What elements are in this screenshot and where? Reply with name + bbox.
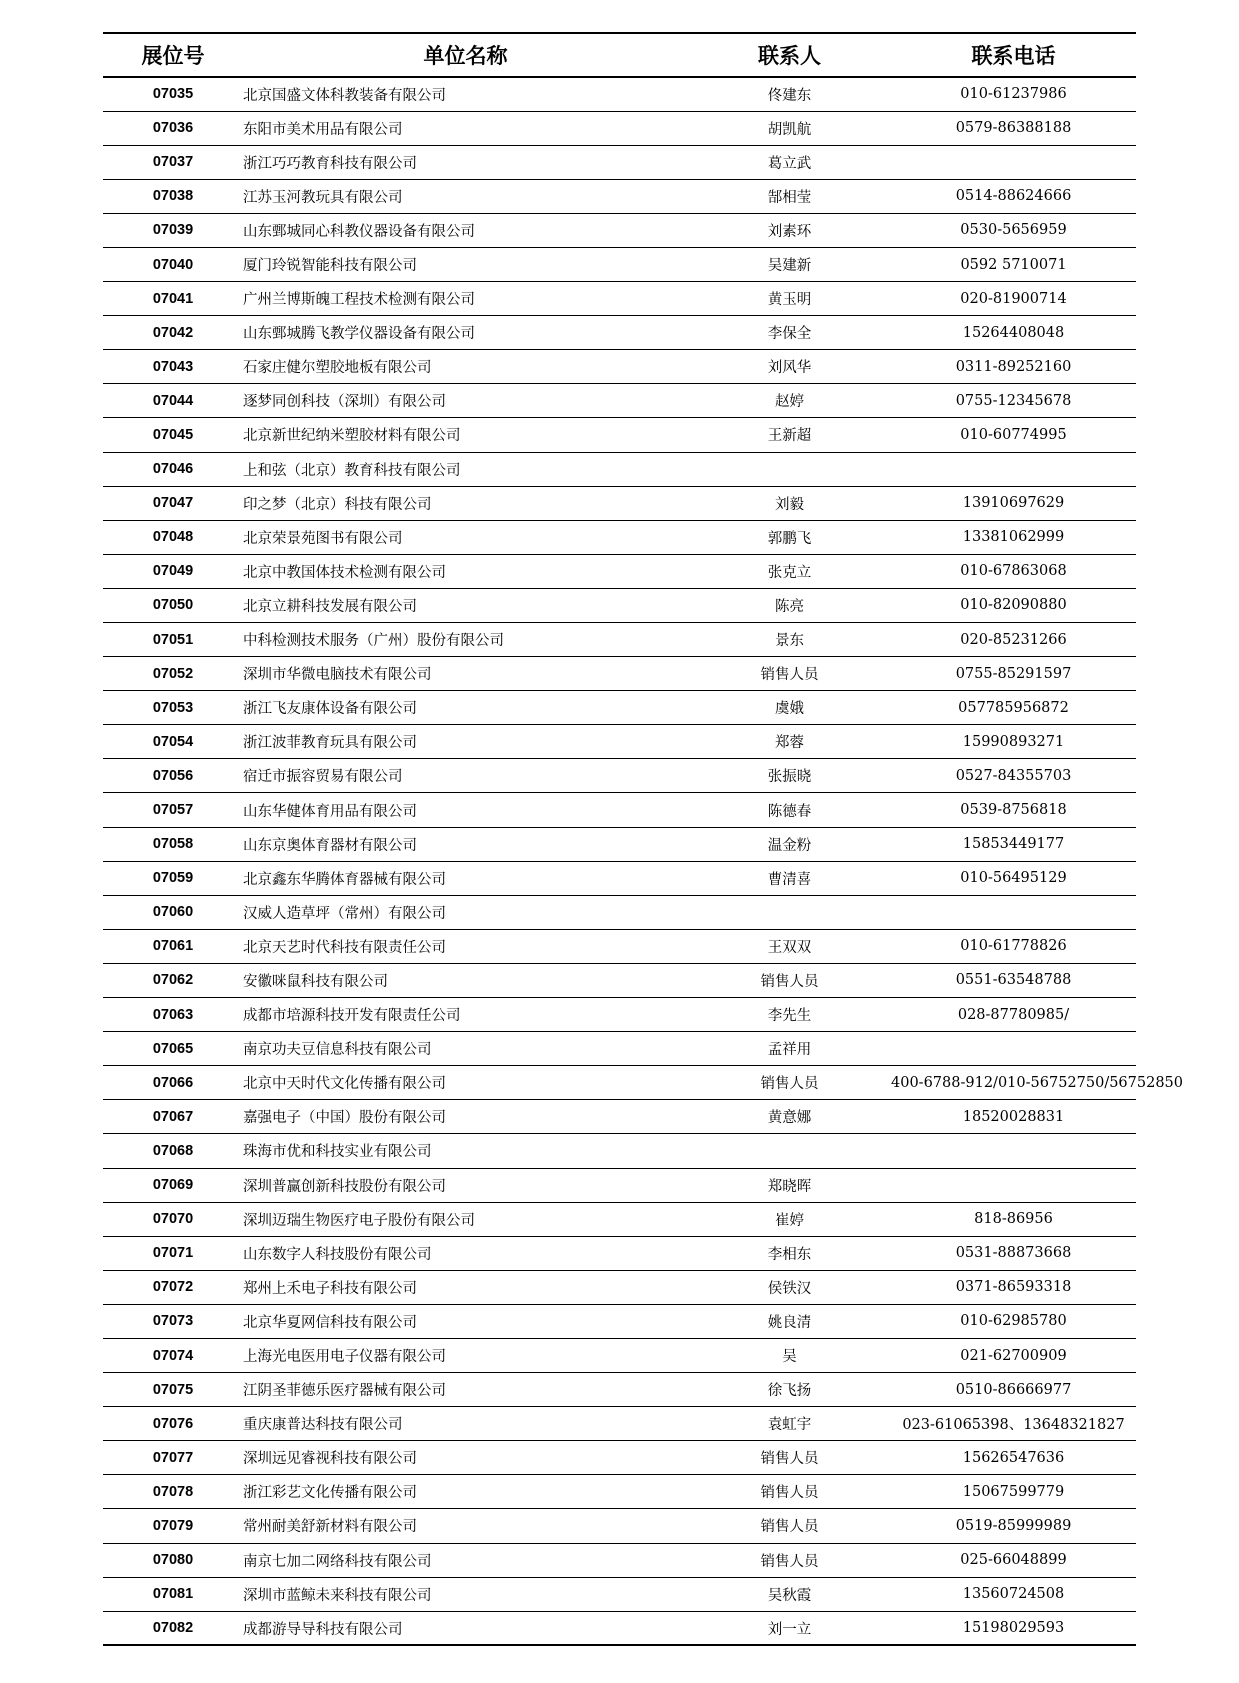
cell-phone: 021-62700909	[891, 1338, 1136, 1372]
cell-contact-person: 销售人员	[688, 1509, 891, 1543]
cell-booth-number: 07043	[103, 350, 243, 384]
cell-booth-number: 07047	[103, 486, 243, 520]
cell-phone: 023-61065398、13648321827	[891, 1407, 1136, 1441]
cell-company-name: 中科检测技术服务（广州）股份有限公司	[243, 623, 688, 657]
cell-company-name: 北京鑫东华腾体育器械有限公司	[243, 861, 688, 895]
cell-booth-number: 07049	[103, 554, 243, 588]
cell-contact-person: 吴	[688, 1338, 891, 1372]
cell-phone: 0579-86388188	[891, 111, 1136, 145]
cell-company-name: 厦门玲锐智能科技有限公司	[243, 247, 688, 281]
header-company-name: 单位名称	[243, 33, 688, 77]
cell-company-name: 逐梦同创科技（深圳）有限公司	[243, 384, 688, 418]
cell-booth-number: 07062	[103, 963, 243, 997]
cell-contact-person: 吴秋霞	[688, 1577, 891, 1611]
cell-company-name: 北京立耕科技发展有限公司	[243, 588, 688, 622]
cell-company-name: 上海光电医用电子仪器有限公司	[243, 1338, 688, 1372]
cell-phone: 13560724508	[891, 1577, 1136, 1611]
cell-phone: 0519-85999989	[891, 1509, 1136, 1543]
cell-company-name: 北京新世纪纳米塑胶材料有限公司	[243, 418, 688, 452]
table-row	[103, 1066, 1136, 1100]
cell-phone: 010-56495129	[891, 861, 1136, 895]
cell-booth-number: 07040	[103, 247, 243, 281]
cell-phone: 0514-88624666	[891, 179, 1136, 213]
cell-company-name: 南京七加二网络科技有限公司	[243, 1543, 688, 1577]
cell-company-name: 郑州上禾电子科技有限公司	[243, 1270, 688, 1304]
cell-company-name: 浙江波菲教育玩具有限公司	[243, 725, 688, 759]
cell-contact-person: 王新超	[688, 418, 891, 452]
cell-booth-number: 07041	[103, 282, 243, 316]
cell-booth-number: 07050	[103, 588, 243, 622]
cell-phone: 020-85231266	[891, 623, 1136, 657]
cell-phone: 0510-86666977	[891, 1373, 1136, 1407]
cell-phone	[891, 1032, 1136, 1066]
cell-phone: 15198029593	[891, 1611, 1136, 1645]
cell-phone: 010-60774995	[891, 418, 1136, 452]
cell-phone: 400-6788-912/010-56752750/56752850	[891, 1066, 1136, 1100]
cell-contact-person: 销售人员	[688, 657, 891, 691]
cell-company-name: 深圳市蓝鲸未来科技有限公司	[243, 1577, 688, 1611]
cell-booth-number: 07045	[103, 418, 243, 452]
cell-booth-number: 07075	[103, 1373, 243, 1407]
cell-contact-person: 景东	[688, 623, 891, 657]
cell-phone: 0755-12345678	[891, 384, 1136, 418]
cell-company-name: 北京中天时代文化传播有限公司	[243, 1066, 688, 1100]
cell-company-name: 珠海市优和科技实业有限公司	[243, 1134, 688, 1168]
cell-company-name: 上和弦（北京）教育科技有限公司	[243, 452, 688, 486]
table-row	[103, 554, 1136, 588]
cell-phone: 818-86956	[891, 1202, 1136, 1236]
cell-booth-number: 07072	[103, 1270, 243, 1304]
cell-booth-number: 07079	[103, 1509, 243, 1543]
cell-booth-number: 07038	[103, 179, 243, 213]
cell-booth-number: 07074	[103, 1338, 243, 1372]
cell-phone: 0531-88873668	[891, 1236, 1136, 1270]
table-row	[103, 1270, 1136, 1304]
cell-booth-number: 07036	[103, 111, 243, 145]
cell-contact-person: 佟建东	[688, 77, 891, 111]
table-row	[103, 691, 1136, 725]
cell-contact-person: 孟祥用	[688, 1032, 891, 1066]
table-row	[103, 111, 1136, 145]
cell-booth-number: 07051	[103, 623, 243, 657]
cell-contact-person: 胡凯航	[688, 111, 891, 145]
cell-company-name: 安徽咪鼠科技有限公司	[243, 963, 688, 997]
cell-contact-person: 郜相莹	[688, 179, 891, 213]
table-row	[103, 145, 1136, 179]
cell-booth-number: 07063	[103, 998, 243, 1032]
table-row	[103, 247, 1136, 281]
cell-booth-number: 07070	[103, 1202, 243, 1236]
cell-company-name: 北京中教国体技术检测有限公司	[243, 554, 688, 588]
cell-phone: 0527-84355703	[891, 759, 1136, 793]
cell-company-name: 山东鄄城同心科教仪器设备有限公司	[243, 213, 688, 247]
cell-contact-person	[688, 895, 891, 929]
cell-booth-number: 07054	[103, 725, 243, 759]
cell-booth-number: 07039	[103, 213, 243, 247]
table-row	[103, 998, 1136, 1032]
cell-phone: 15264408048	[891, 316, 1136, 350]
cell-phone: 0592 5710071	[891, 247, 1136, 281]
cell-company-name: 江苏玉河教玩具有限公司	[243, 179, 688, 213]
table-row	[103, 418, 1136, 452]
cell-booth-number: 07046	[103, 452, 243, 486]
cell-booth-number: 07056	[103, 759, 243, 793]
cell-phone: 010-62985780	[891, 1304, 1136, 1338]
cell-phone: 025-66048899	[891, 1543, 1136, 1577]
table-row	[103, 1304, 1136, 1338]
cell-phone: 010-67863068	[891, 554, 1136, 588]
cell-contact-person: 刘素环	[688, 213, 891, 247]
table-row	[103, 213, 1136, 247]
cell-contact-person: 侯铁汉	[688, 1270, 891, 1304]
cell-booth-number: 07076	[103, 1407, 243, 1441]
cell-company-name: 北京华夏网信科技有限公司	[243, 1304, 688, 1338]
cell-booth-number: 07044	[103, 384, 243, 418]
table-row	[103, 963, 1136, 997]
table-row	[103, 1373, 1136, 1407]
header-booth-number: 展位号	[103, 33, 243, 77]
header-phone: 联系电话	[891, 33, 1136, 77]
cell-company-name: 山东鄄城腾飞教学仪器设备有限公司	[243, 316, 688, 350]
cell-phone	[891, 1134, 1136, 1168]
cell-phone: 010-61778826	[891, 929, 1136, 963]
cell-contact-person: 黄玉明	[688, 282, 891, 316]
cell-contact-person: 温金粉	[688, 827, 891, 861]
cell-contact-person: 黄意娜	[688, 1100, 891, 1134]
cell-contact-person: 销售人员	[688, 1441, 891, 1475]
cell-booth-number: 07059	[103, 861, 243, 895]
cell-contact-person: 郑晓晖	[688, 1168, 891, 1202]
table-row	[103, 929, 1136, 963]
cell-contact-person: 王双双	[688, 929, 891, 963]
cell-contact-person: 徐飞扬	[688, 1373, 891, 1407]
cell-contact-person: 李先生	[688, 998, 891, 1032]
cell-phone	[891, 145, 1136, 179]
cell-contact-person: 李相东	[688, 1236, 891, 1270]
cell-phone: 13381062999	[891, 520, 1136, 554]
cell-booth-number: 07066	[103, 1066, 243, 1100]
table-row	[103, 1100, 1136, 1134]
header-contact-person: 联系人	[688, 33, 891, 77]
cell-contact-person: 陈德春	[688, 793, 891, 827]
cell-contact-person: 崔婷	[688, 1202, 891, 1236]
cell-phone	[891, 452, 1136, 486]
cell-phone: 020-81900714	[891, 282, 1136, 316]
cell-company-name: 东阳市美术用品有限公司	[243, 111, 688, 145]
cell-company-name: 北京荣景苑图书有限公司	[243, 520, 688, 554]
cell-phone: 0311-89252160	[891, 350, 1136, 384]
cell-phone: 15626547636	[891, 1441, 1136, 1475]
table-row	[103, 1338, 1136, 1372]
cell-booth-number: 07071	[103, 1236, 243, 1270]
cell-contact-person: 郭鹏飞	[688, 520, 891, 554]
cell-contact-person: 销售人员	[688, 963, 891, 997]
cell-company-name: 江阴圣菲德乐医疗器械有限公司	[243, 1373, 688, 1407]
cell-phone: 0539-8756818	[891, 793, 1136, 827]
cell-contact-person: 李保全	[688, 316, 891, 350]
table-header	[103, 33, 1136, 77]
table-row	[103, 282, 1136, 316]
cell-booth-number: 07048	[103, 520, 243, 554]
table-row	[103, 1202, 1136, 1236]
cell-phone: 028-87780985/	[891, 998, 1136, 1032]
cell-contact-person: 张克立	[688, 554, 891, 588]
table-row	[103, 1441, 1136, 1475]
cell-booth-number: 07082	[103, 1611, 243, 1645]
cell-company-name: 北京天艺时代科技有限责任公司	[243, 929, 688, 963]
cell-contact-person: 葛立武	[688, 145, 891, 179]
table-row	[103, 316, 1136, 350]
cell-contact-person: 刘风华	[688, 350, 891, 384]
table-row	[103, 1475, 1136, 1509]
cell-company-name: 汉威人造草坪（常州）有限公司	[243, 895, 688, 929]
table-row	[103, 179, 1136, 213]
cell-contact-person: 张振晓	[688, 759, 891, 793]
cell-company-name: 成都游导导科技有限公司	[243, 1611, 688, 1645]
cell-booth-number: 07060	[103, 895, 243, 929]
cell-phone	[891, 895, 1136, 929]
cell-booth-number: 07078	[103, 1475, 243, 1509]
cell-phone: 15067599779	[891, 1475, 1136, 1509]
cell-contact-person	[688, 452, 891, 486]
cell-phone	[891, 1168, 1136, 1202]
cell-phone: 0755-85291597	[891, 657, 1136, 691]
cell-phone: 18520028831	[891, 1100, 1136, 1134]
cell-contact-person: 赵婷	[688, 384, 891, 418]
cell-booth-number: 07053	[103, 691, 243, 725]
table-row	[103, 384, 1136, 418]
cell-company-name: 深圳普赢创新科技股份有限公司	[243, 1168, 688, 1202]
table-row	[103, 486, 1136, 520]
cell-booth-number: 07035	[103, 77, 243, 111]
cell-booth-number: 07081	[103, 1577, 243, 1611]
cell-company-name: 成都市培源科技开发有限责任公司	[243, 998, 688, 1032]
cell-contact-person: 姚良清	[688, 1304, 891, 1338]
cell-contact-person: 虞娥	[688, 691, 891, 725]
cell-company-name: 重庆康普达科技有限公司	[243, 1407, 688, 1441]
table-row	[103, 657, 1136, 691]
table-row	[103, 759, 1136, 793]
cell-contact-person: 陈亮	[688, 588, 891, 622]
cell-contact-person: 销售人员	[688, 1066, 891, 1100]
cell-contact-person: 郑蓉	[688, 725, 891, 759]
cell-booth-number: 07065	[103, 1032, 243, 1066]
cell-company-name: 浙江巧巧教育科技有限公司	[243, 145, 688, 179]
cell-company-name: 常州耐美舒新材料有限公司	[243, 1509, 688, 1543]
cell-company-name: 深圳迈瑞生物医疗电子股份有限公司	[243, 1202, 688, 1236]
cell-booth-number: 07077	[103, 1441, 243, 1475]
cell-booth-number: 07067	[103, 1100, 243, 1134]
cell-company-name: 深圳市华微电脑技术有限公司	[243, 657, 688, 691]
table-row	[103, 1032, 1136, 1066]
table-row	[103, 895, 1136, 929]
cell-company-name: 宿迁市振容贸易有限公司	[243, 759, 688, 793]
cell-company-name: 浙江飞友康体设备有限公司	[243, 691, 688, 725]
cell-contact-person: 刘毅	[688, 486, 891, 520]
cell-contact-person: 刘一立	[688, 1611, 891, 1645]
cell-phone: 057785956872	[891, 691, 1136, 725]
cell-phone: 13910697629	[891, 486, 1136, 520]
cell-phone: 0371-86593318	[891, 1270, 1136, 1304]
cell-booth-number: 07058	[103, 827, 243, 861]
cell-company-name: 南京功夫豆信息科技有限公司	[243, 1032, 688, 1066]
cell-contact-person: 吴建新	[688, 247, 891, 281]
table-row	[103, 1577, 1136, 1611]
table-row	[103, 1543, 1136, 1577]
cell-company-name: 山东京奥体育器材有限公司	[243, 827, 688, 861]
cell-company-name: 嘉强电子（中国）股份有限公司	[243, 1100, 688, 1134]
table-row	[103, 350, 1136, 384]
table-row	[103, 623, 1136, 657]
cell-phone: 0530-5656959	[891, 213, 1136, 247]
table-row	[103, 793, 1136, 827]
cell-company-name: 山东数字人科技股份有限公司	[243, 1236, 688, 1270]
cell-phone: 15990893271	[891, 725, 1136, 759]
cell-booth-number: 07037	[103, 145, 243, 179]
table-row	[103, 1134, 1136, 1168]
exhibitor-table	[103, 32, 1184, 1646]
table-row	[103, 1611, 1136, 1645]
cell-booth-number: 07069	[103, 1168, 243, 1202]
table-row	[103, 827, 1136, 861]
cell-booth-number: 07042	[103, 316, 243, 350]
table-row	[103, 77, 1136, 111]
header-row	[103, 33, 1136, 77]
cell-booth-number: 07068	[103, 1134, 243, 1168]
table-row	[103, 1509, 1136, 1543]
cell-contact-person: 销售人员	[688, 1475, 891, 1509]
cell-company-name: 北京国盛文体科教装备有限公司	[243, 77, 688, 111]
cell-phone: 15853449177	[891, 827, 1136, 861]
cell-phone: 010-61237986	[891, 77, 1136, 111]
cell-booth-number: 07080	[103, 1543, 243, 1577]
table-row	[103, 520, 1136, 554]
table-row	[103, 725, 1136, 759]
cell-company-name: 印之梦（北京）科技有限公司	[243, 486, 688, 520]
cell-company-name: 深圳远见睿视科技有限公司	[243, 1441, 688, 1475]
table-row	[103, 861, 1136, 895]
table-row	[103, 452, 1136, 486]
table-row	[103, 1236, 1136, 1270]
cell-contact-person	[688, 1134, 891, 1168]
table-row	[103, 1407, 1136, 1441]
cell-contact-person: 袁虹宇	[688, 1407, 891, 1441]
cell-booth-number: 07061	[103, 929, 243, 963]
cell-company-name: 浙江彩艺文化传播有限公司	[243, 1475, 688, 1509]
cell-contact-person: 曹清喜	[688, 861, 891, 895]
cell-booth-number: 07057	[103, 793, 243, 827]
cell-phone: 010-82090880	[891, 588, 1136, 622]
table-row	[103, 588, 1136, 622]
cell-booth-number: 07052	[103, 657, 243, 691]
cell-phone: 0551-63548788	[891, 963, 1136, 997]
cell-company-name: 山东华健体育用品有限公司	[243, 793, 688, 827]
cell-company-name: 广州兰博斯魄工程技术检测有限公司	[243, 282, 688, 316]
table-body	[103, 77, 1184, 1645]
cell-company-name: 石家庄健尔塑胶地板有限公司	[243, 350, 688, 384]
cell-booth-number: 07073	[103, 1304, 243, 1338]
cell-contact-person: 销售人员	[688, 1543, 891, 1577]
table-row	[103, 1168, 1136, 1202]
